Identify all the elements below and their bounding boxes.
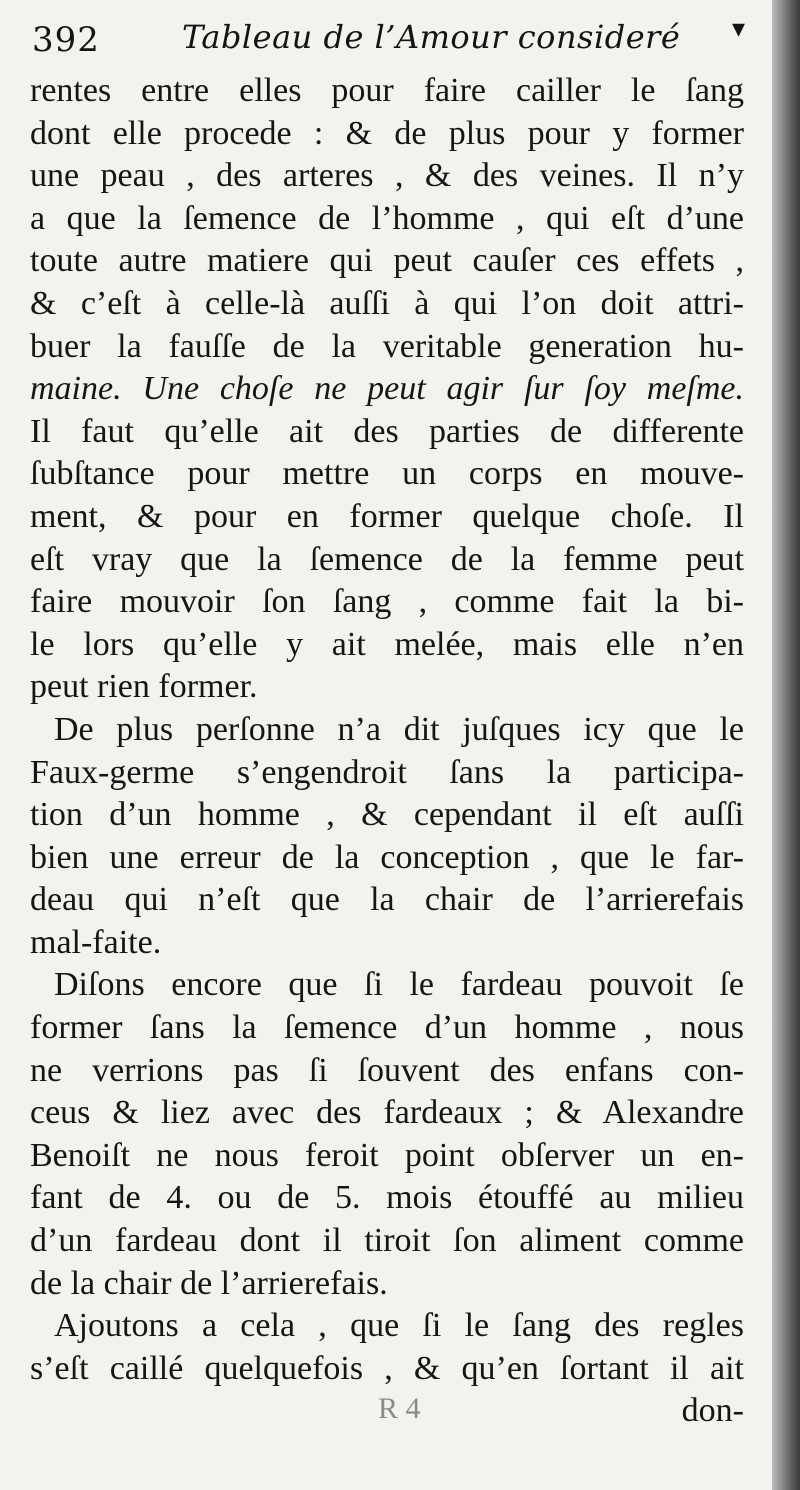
text-line: de la chair de l’arrierefais. <box>30 1264 388 1302</box>
body-text <box>30 70 744 1433</box>
text-line: dont elle procede : & de plus pour y former <box>30 114 744 152</box>
text-line: former ſans la ſemence d’un homme , nous <box>30 1009 744 1047</box>
text-line: tion d’un homme , & cependant il eſt auſſi <box>30 796 744 834</box>
text-line: Faux-germe s’engendroit ſans la participa- <box>30 753 744 791</box>
text-line: Diſons encore que ſi le fardeau pouvoit ſe <box>54 966 744 1004</box>
text-line: a que la ſemence de l’homme , qui eſt d’une <box>30 199 744 237</box>
text-line: bien une erreur de la conception , que le far- <box>30 838 744 876</box>
text-line: une peau , des arteres , & des veines. Il n’y <box>30 157 744 195</box>
text-line: mal-faite. <box>30 923 162 961</box>
text-line: eſt vray que la ſemence de la femme peut <box>30 540 744 578</box>
text-line: peut rien former. <box>30 668 258 706</box>
text-line: Benoiſt ne nous feroit point obſerver un en- <box>30 1136 744 1174</box>
text-line: De plus perſonne n’a dit juſques icy que le <box>54 710 744 748</box>
text-line: Il faut qu’elle ait des parties de differente <box>30 412 744 450</box>
text-line: ceus & liez avec des fardeaux ; & Alexandre <box>30 1094 744 1132</box>
text-line: maine. Une choſe ne peut agir ſur ſoy meſme. <box>30 370 744 408</box>
text-line: ment, & pour en former quelque choſe. Il <box>30 497 744 535</box>
signature-mark: R 4 <box>378 1392 421 1425</box>
running-title: Tableau de l’Amour consideré <box>182 18 681 56</box>
text-line: faire mouvoir ſon ſang , comme fait la bi- <box>30 583 744 621</box>
text-line: fant de 4. ou de 5. mois étouffé au milieu <box>30 1179 744 1217</box>
text-line: Ajoutons a cela , que ſi le ſang des regles <box>54 1307 744 1345</box>
text-line: le lors qu’elle y ait melée, mais elle n’en <box>30 625 744 663</box>
text-line: ſubſtance pour mettre un corps en mouve- <box>30 455 744 493</box>
text-line: rentes entre elles pour faire cailler le ſang <box>30 72 744 109</box>
corner-mark: ▾ <box>732 14 746 44</box>
catchword: don- <box>681 1392 744 1430</box>
page-number: 392 <box>32 20 100 60</box>
text-line: d’un fardeau dont il tiroit ſon aliment comme <box>30 1222 744 1260</box>
text-line: deau qui n’eſt que la chair de l’arrierefais <box>30 881 744 919</box>
page-header <box>32 14 746 74</box>
book-gutter <box>772 0 800 1490</box>
text-line: & c’eſt à celle-là auſſi à qui l’on doit attri- <box>30 284 744 322</box>
text-line: buer la fauſſe de la veritable generation hu- <box>30 327 744 365</box>
text-line: s’eſt caillé quelquefois , & qu’en ſortant il ait <box>30 1349 744 1387</box>
text-line: ne verrions pas ſi ſouvent des enfans con- <box>30 1051 744 1089</box>
text-line: toute autre matiere qui peut cauſer ces effets , <box>30 242 744 280</box>
